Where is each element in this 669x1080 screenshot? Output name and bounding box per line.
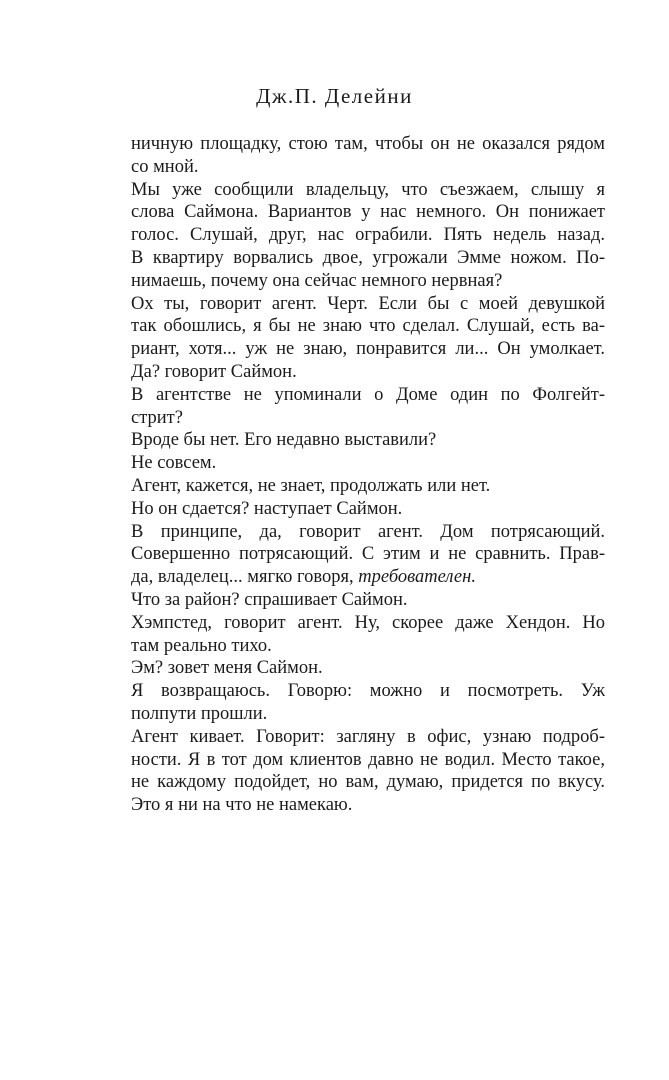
text-line-main: Да? говорит Саймон. xyxy=(131,361,297,382)
text-line xyxy=(131,315,605,338)
text-line-main: Мы уже сообщили владельцу, что съезжаем, слышу я xyxy=(131,179,605,200)
text-line-main: В агентстве не упоминали о Доме один по Фолгейт- xyxy=(131,384,605,405)
text-line xyxy=(131,794,605,817)
text-line-main: нимаешь, почему она сейчас немного нервная? xyxy=(131,270,503,291)
text-line-main: слова Саймона. Вариантов у нас немного. Он понижает xyxy=(131,202,605,223)
text-line xyxy=(131,521,605,544)
text-line xyxy=(131,589,605,612)
text-line-italic: требователен. xyxy=(358,567,476,588)
text-line xyxy=(131,475,605,498)
text-line-main: ности. Я в тот дом клиентов давно не водил. Место такое, xyxy=(131,749,605,770)
text-line xyxy=(131,179,605,202)
text-line-main: Совершенно потрясающий. С этим и не сравнить. Прав- xyxy=(131,544,605,565)
text-line xyxy=(131,407,605,430)
text-line-main: да, владелец... мягко говоря, xyxy=(131,567,359,588)
text-line-main: Я возвращаюсь. Говорю: можно и посмотреть. Уж xyxy=(131,681,605,702)
text-line-main: Ох ты, говорит агент. Черт. Если бы с моей девушкой xyxy=(131,293,605,314)
text-line xyxy=(131,247,605,270)
text-line-main: так обошлись, я бы не знаю что сделал. Слушай, есть ва- xyxy=(131,316,605,337)
text-line xyxy=(131,201,605,224)
text-line-main: Но он сдается? наступает Саймон. xyxy=(131,498,403,519)
text-line xyxy=(131,452,605,475)
text-line-main: со мной. xyxy=(131,156,199,177)
text-line xyxy=(131,270,605,293)
text-line xyxy=(131,612,605,635)
text-line xyxy=(131,224,605,247)
text-line-main: Вроде бы нет. Его недавно выставили? xyxy=(131,430,437,451)
text-line xyxy=(131,680,605,703)
text-line xyxy=(131,156,605,179)
text-line-main: Эм? зовет меня Саймон. xyxy=(131,658,323,679)
text-line xyxy=(131,566,605,589)
text-line xyxy=(131,384,605,407)
text-line-main: В принципе, да, говорит агент. Дом потрясающий. xyxy=(131,521,605,542)
text-line xyxy=(131,771,605,794)
text-line-main: Не совсем. xyxy=(131,453,217,474)
text-line xyxy=(131,429,605,452)
text-line-main: не каждому подойдет, но вам, думаю, придется по вкусу. xyxy=(131,772,605,793)
text-line xyxy=(131,361,605,384)
text-line xyxy=(131,293,605,316)
text-line xyxy=(131,657,605,680)
text-line-main: голос. Слушай, друг, нас ограбили. Пять недель назад. xyxy=(131,225,605,246)
text-line xyxy=(131,703,605,726)
text-line-main: там реально тихо. xyxy=(131,635,272,656)
text-line-main: риант, хотя... уж не знаю, понравится ли... Он умолкает. xyxy=(131,339,605,360)
text-line-main: полпути прошли. xyxy=(131,703,268,724)
text-line-main: Агент кивает. Говорит: загляну в офис, узнаю подроб- xyxy=(131,726,605,747)
text-line-main: ничную площадку, стою там, чтобы он не оказался рядом xyxy=(131,134,605,154)
body-text xyxy=(131,133,605,817)
text-line-main: Агент, кажется, не знает, продолжать или нет. xyxy=(131,475,491,496)
text-line-main: Хэмпстед, говорит агент. Ну, скорее даже Хендон. Но xyxy=(131,612,605,633)
text-line xyxy=(131,338,605,361)
text-line xyxy=(131,133,605,156)
text-line xyxy=(131,635,605,658)
running-head-author: Дж.П. Делейни xyxy=(256,84,413,108)
text-line-main: Что за район? спрашивает Саймон. xyxy=(131,589,408,610)
text-line-main: Это я ни на что не намекаю. xyxy=(131,795,353,816)
text-line xyxy=(131,543,605,566)
text-line xyxy=(131,498,605,521)
text-line xyxy=(131,749,605,772)
text-line-main: стрит? xyxy=(131,407,183,428)
text-line-main: В квартиру ворвались двое, угрожали Эмме ножом. По- xyxy=(131,247,605,268)
text-line xyxy=(131,726,605,749)
